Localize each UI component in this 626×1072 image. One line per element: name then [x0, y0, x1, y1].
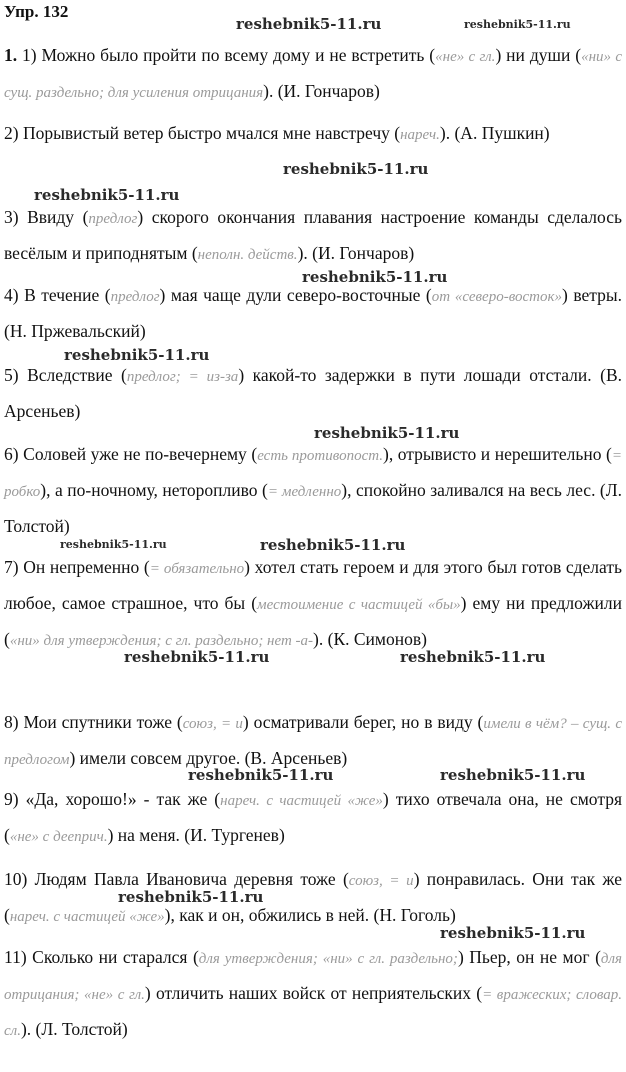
sentence-text: 2) Порывистый ветер быстро мчался мне навстречу ( — [4, 123, 401, 143]
sentence-text: ). (А. Пушкин) — [439, 123, 550, 143]
sentence-text: 5) Вследствие ( — [4, 365, 127, 385]
grammar-note: «ни» для утверждения; с гл. раздельно; нет -а- — [9, 633, 314, 649]
sentence-text: ) хотел стать героем и для этого был готов сделать любое, самое страшное, что бы ( — [4, 557, 622, 613]
grammar-note: предлог; = из-за — [126, 369, 239, 385]
item-6 — [4, 437, 622, 543]
grammar-note: «не» с дееприч. — [9, 829, 108, 845]
sentence-text: ). (Л. Толстой) — [20, 1019, 128, 1039]
grammar-note: = обязательно — [149, 561, 245, 577]
sentence-text: ). (И. Гончаров) — [297, 243, 415, 263]
sentence-text: ), спокойно заливался на весь лес. (Л. Толстой) — [4, 480, 623, 536]
grammar-note: для отрицания; «не» с гл. — [4, 951, 623, 1003]
sentence-text: ) ему ни предложили ( — [4, 593, 623, 649]
sentence-text: ) отличить наших войск от неприятельских ( — [144, 983, 483, 1003]
sentence-text: 10) Людям Павла Ивановича деревня тоже ( — [4, 869, 349, 889]
grammar-note: нареч. с частицей «же» — [220, 793, 383, 809]
watermark: reshebnik5-11.ru — [260, 536, 406, 554]
watermark: reshebnik5-11.ru — [188, 766, 334, 784]
grammar-note: = вражеских; словар. сл. — [4, 987, 622, 1039]
sentence-text: ), отрывисто и нерешительно ( — [383, 444, 612, 464]
sentence-text: ), как и он, обжились в ней. (Н. Гоголь) — [164, 905, 456, 925]
item-3 — [4, 200, 622, 272]
item-4 — [4, 278, 622, 348]
watermark: reshebnik5-11.ru — [34, 186, 180, 204]
sentence-text: ) мая чаще дули северо-восточные ( — [159, 285, 432, 305]
watermark: reshebnik5-11.ru — [440, 766, 586, 784]
grammar-note: есть противопост. — [257, 448, 383, 464]
item-9 — [4, 782, 622, 854]
sentence-text: ) ветры. (Н. Пржевальский) — [4, 285, 623, 341]
grammar-note: местоимение с частицей «бы» — [257, 597, 461, 613]
grammar-note: имели в чём? – сущ. с предлогом — [4, 716, 622, 768]
watermark: reshebnik5-11.ru — [283, 160, 429, 178]
sentence-text: ) Пьер, он не мог ( — [457, 947, 601, 967]
item-7 — [4, 550, 622, 658]
watermark: reshebnik5-11.ru — [464, 18, 571, 31]
sentence-text: 3) Ввиду ( — [4, 207, 89, 227]
grammar-note: союз, = и — [348, 873, 414, 889]
sentence-text: ), а по-ночному, неторопливо ( — [40, 480, 268, 500]
sentence-text: ) на меня. (И. Тургенев) — [107, 825, 285, 845]
item-5 — [4, 358, 622, 428]
sentence-text: ) осматривали берег, но в виду ( — [242, 712, 484, 732]
sentence-text: ). (К. Симонов) — [313, 629, 427, 649]
grammar-note: предлог — [88, 211, 138, 227]
grammar-note: для утверждения; «ни» с гл. раздельно; — [198, 951, 458, 967]
sentence-text: 11) Сколько ни старался ( — [4, 947, 199, 967]
sentence-text: ) имели совсем другое. (В. Арсеньев) — [69, 748, 348, 768]
sentence-text: ) понравилась. Они так же ( — [4, 869, 622, 925]
grammar-note: союз, = и — [182, 716, 243, 732]
grammar-note: предлог — [110, 289, 160, 305]
exercise-title: Упр. 132 — [4, 2, 69, 21]
grammar-note: = робко — [4, 448, 622, 500]
sentence-text: ) тихо отвечала она, не смотря ( — [4, 789, 622, 845]
sentence-text: 6) Соловей уже не по-вечернему ( — [4, 444, 258, 464]
sentence-text: 1) Можно было пройти по всему дому и не встретить ( — [22, 45, 436, 65]
sentence-text: 9) «Да, хорошо!» - так же ( — [4, 789, 221, 809]
watermark: reshebnik5-11.ru — [124, 648, 270, 666]
grammar-note: нареч. — [400, 127, 440, 143]
grammar-note: нареч. с частицей «же» — [9, 909, 165, 925]
sentence-text: ) скорого окончания плавания настроение команды сделалось весёлым и приподнятым ( — [4, 207, 622, 263]
sentence-text: 8) Мои спутники тоже ( — [4, 712, 183, 732]
sentence-text: 4) В течение ( — [4, 285, 111, 305]
watermark: reshebnik5-11.ru — [118, 888, 264, 906]
watermark: reshebnik5-11.ru — [236, 15, 382, 33]
sentence-text: ). (И. Гончаров) — [263, 81, 380, 101]
item-1 — [4, 38, 622, 110]
item-11 — [4, 940, 622, 1048]
watermark: reshebnik5-11.ru — [60, 538, 167, 551]
grammar-note: от «северо-восток» — [431, 289, 563, 305]
watermark: reshebnik5-11.ru — [302, 268, 448, 286]
grammar-note: = медленно — [267, 484, 342, 500]
watermark: reshebnik5-11.ru — [440, 924, 586, 942]
grammar-note: «ни» с сущ. раздельно; для усиления отрицания — [4, 49, 622, 101]
grammar-note: неполн. действ. — [197, 247, 298, 263]
item-2 — [4, 116, 622, 152]
watermark: reshebnik5-11.ru — [400, 648, 546, 666]
sentence-text: ) какой-то задержки в пути лошади отстали. (В. Арсеньев) — [4, 365, 623, 421]
grammar-note: «не» с гл. — [435, 49, 496, 65]
watermark: reshebnik5-11.ru — [64, 346, 210, 364]
sentence-text: ) ни души ( — [495, 45, 582, 65]
sentence-text: 7) Он непременно ( — [4, 557, 150, 577]
exercise-number: 1. — [4, 45, 23, 65]
watermark: reshebnik5-11.ru — [314, 424, 460, 442]
